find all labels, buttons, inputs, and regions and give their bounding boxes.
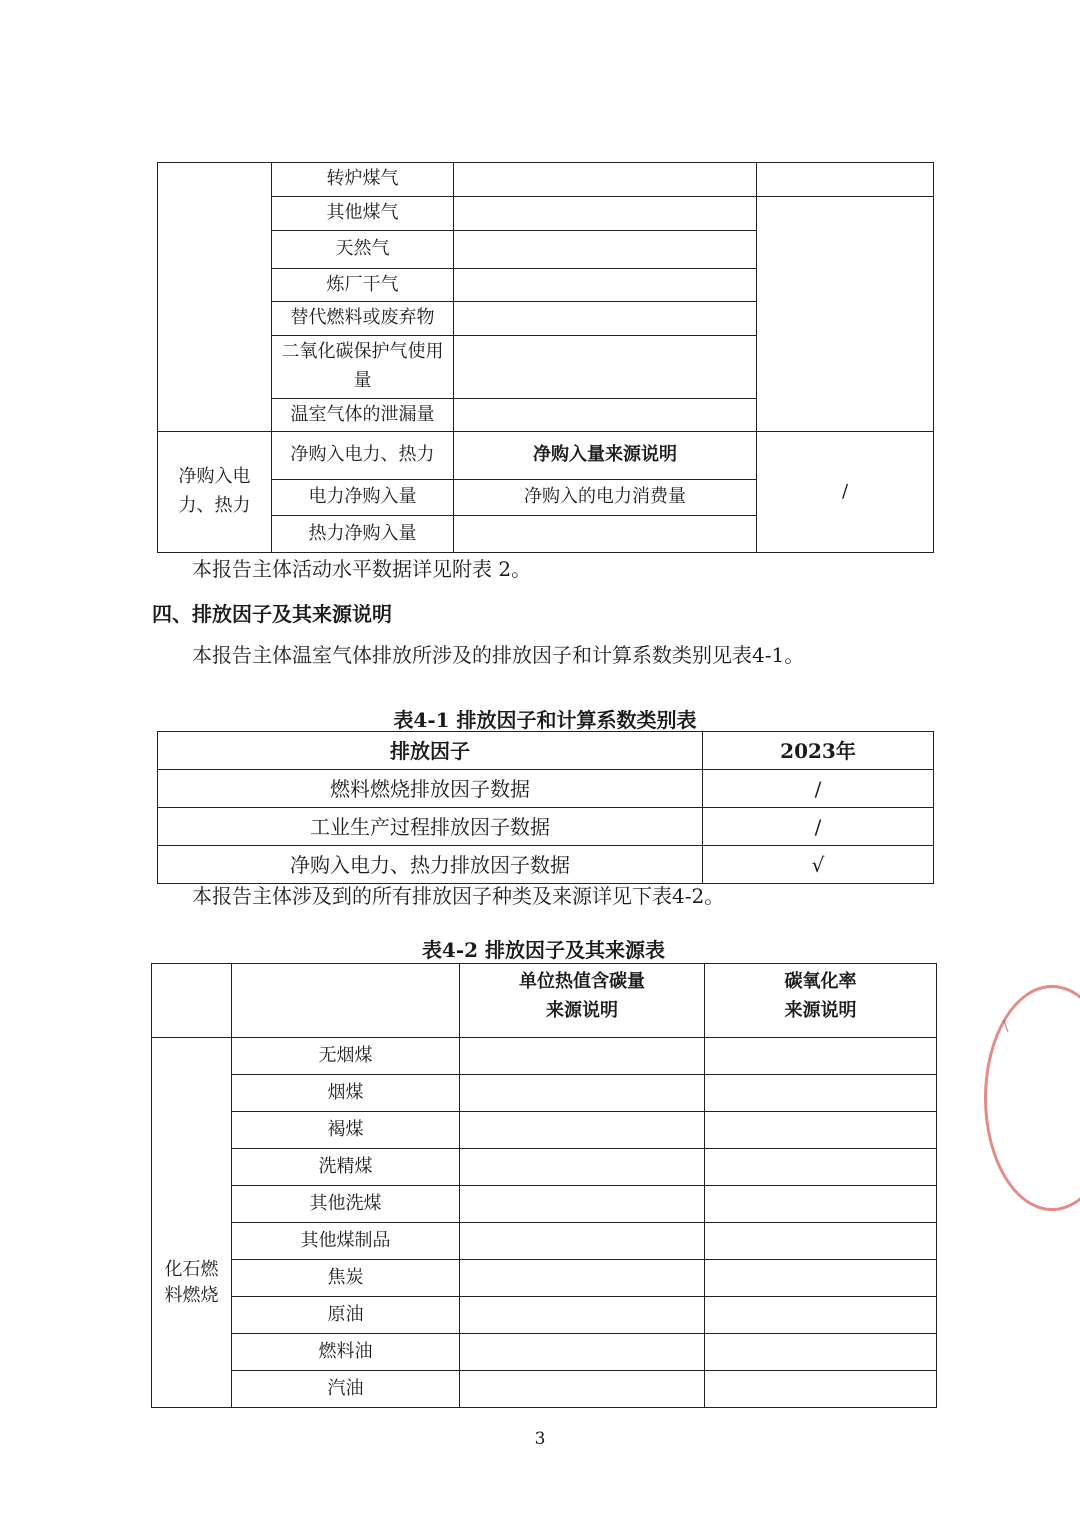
oxidation-rate-cell xyxy=(705,1186,937,1223)
value-cell: / xyxy=(703,808,934,846)
oxidation-rate-cell xyxy=(705,1371,937,1408)
fuel-cell: 洗精煤 xyxy=(232,1149,460,1186)
factor-cell: 燃料燃烧排放因子数据 xyxy=(158,770,703,808)
carbon-content-cell xyxy=(460,1371,705,1408)
note-cell-merged: / xyxy=(757,432,934,553)
source-cell: 净购入的电力消费量 xyxy=(454,480,757,516)
carbon-content-cell xyxy=(460,1075,705,1112)
source-cell xyxy=(454,231,757,269)
empty-header-cell xyxy=(232,964,460,1038)
fuel-cell: 烟煤 xyxy=(232,1075,460,1112)
oxidation-rate-cell xyxy=(705,1334,937,1371)
source-cell xyxy=(454,302,757,336)
source-cell xyxy=(454,197,757,231)
item-cell: 炼厂干气 xyxy=(272,269,454,302)
factor-source-table xyxy=(151,963,937,1408)
oxidation-rate-cell xyxy=(705,1112,937,1149)
item-cell: 净购入电力、热力 xyxy=(272,432,454,480)
source-cell xyxy=(454,336,757,399)
item-cell: 替代燃料或废弃物 xyxy=(272,302,454,336)
factor-cell: 净购入电力、热力排放因子数据 xyxy=(158,846,703,884)
fuel-cell: 其他煤制品 xyxy=(232,1223,460,1260)
paragraph-activity-data: 本报告主体活动水平数据详见附表 2。 xyxy=(192,557,532,581)
empty-header-cell xyxy=(152,964,232,1038)
fuel-cell: 原油 xyxy=(232,1297,460,1334)
item-cell: 电力净购入量 xyxy=(272,480,454,516)
item-cell: 二氧化碳保护气使用量 xyxy=(272,336,454,399)
source-cell xyxy=(454,399,757,432)
oxidation-rate-cell xyxy=(705,1260,937,1297)
source-cell xyxy=(454,163,757,197)
category-cell: 化石燃料燃烧 xyxy=(152,1038,232,1408)
factor-category-table xyxy=(157,731,934,884)
item-cell: 温室气体的泄漏量 xyxy=(272,399,454,432)
carbon-content-cell xyxy=(460,1334,705,1371)
factor-cell: 工业生产过程排放因子数据 xyxy=(158,808,703,846)
value-cell: √ xyxy=(703,846,934,884)
value-cell: / xyxy=(703,770,934,808)
carbon-content-cell xyxy=(460,1149,705,1186)
carbon-content-cell xyxy=(460,1038,705,1075)
company-seal-stamp: — xyxy=(984,985,1080,1211)
carbon-content-cell xyxy=(460,1186,705,1223)
column-header: 2023年 xyxy=(703,732,934,770)
category-cell-continued xyxy=(158,163,272,432)
fuel-cell: 燃料油 xyxy=(232,1334,460,1371)
oxidation-rate-cell xyxy=(705,1149,937,1186)
table-caption: 表4-1 排放因子和计算系数类别表 xyxy=(393,708,697,732)
oxidation-rate-cell xyxy=(705,1223,937,1260)
oxidation-rate-cell xyxy=(705,1297,937,1334)
fuel-cell: 汽油 xyxy=(232,1371,460,1408)
fuel-cell: 焦炭 xyxy=(232,1260,460,1297)
item-cell: 热力净购入量 xyxy=(272,516,454,553)
fuel-cell: 褐煤 xyxy=(232,1112,460,1149)
column-header: 排放因子 xyxy=(158,732,703,770)
carbon-content-cell xyxy=(460,1297,705,1334)
carbon-content-cell xyxy=(460,1223,705,1260)
fuel-cell: 无烟煤 xyxy=(232,1038,460,1075)
oxidation-rate-cell xyxy=(705,1075,937,1112)
note-cell-merged xyxy=(757,197,934,432)
table-caption: 表4-2 排放因子及其来源表 xyxy=(421,938,666,962)
source-header-cell: 净购入量来源说明 xyxy=(454,432,757,480)
carbon-content-cell xyxy=(460,1112,705,1149)
item-cell: 其他煤气 xyxy=(272,197,454,231)
column-header: 单位热值含碳量 来源说明 xyxy=(460,964,705,1038)
paragraph-factor-intro: 本报告主体温室气体排放所涉及的排放因子和计算系数类别见表4-1。 xyxy=(192,643,805,667)
source-cell xyxy=(454,516,757,553)
oxidation-rate-cell xyxy=(705,1038,937,1075)
activity-data-table xyxy=(157,162,934,553)
category-cell: 净购入电力、热力 xyxy=(158,432,272,553)
item-cell: 转炉煤气 xyxy=(272,163,454,197)
fuel-cell: 其他洗煤 xyxy=(232,1186,460,1223)
page-number: 3 xyxy=(534,1429,546,1449)
section-heading: 四、排放因子及其来源说明 xyxy=(152,602,392,626)
item-cell: 天然气 xyxy=(272,231,454,269)
source-cell xyxy=(454,269,757,302)
carbon-content-cell xyxy=(460,1260,705,1297)
paragraph-factor-detail: 本报告主体涉及到的所有排放因子种类及来源详见下表4-2。 xyxy=(192,884,725,908)
note-cell xyxy=(757,163,934,197)
column-header: 碳氧化率 来源说明 xyxy=(705,964,937,1038)
